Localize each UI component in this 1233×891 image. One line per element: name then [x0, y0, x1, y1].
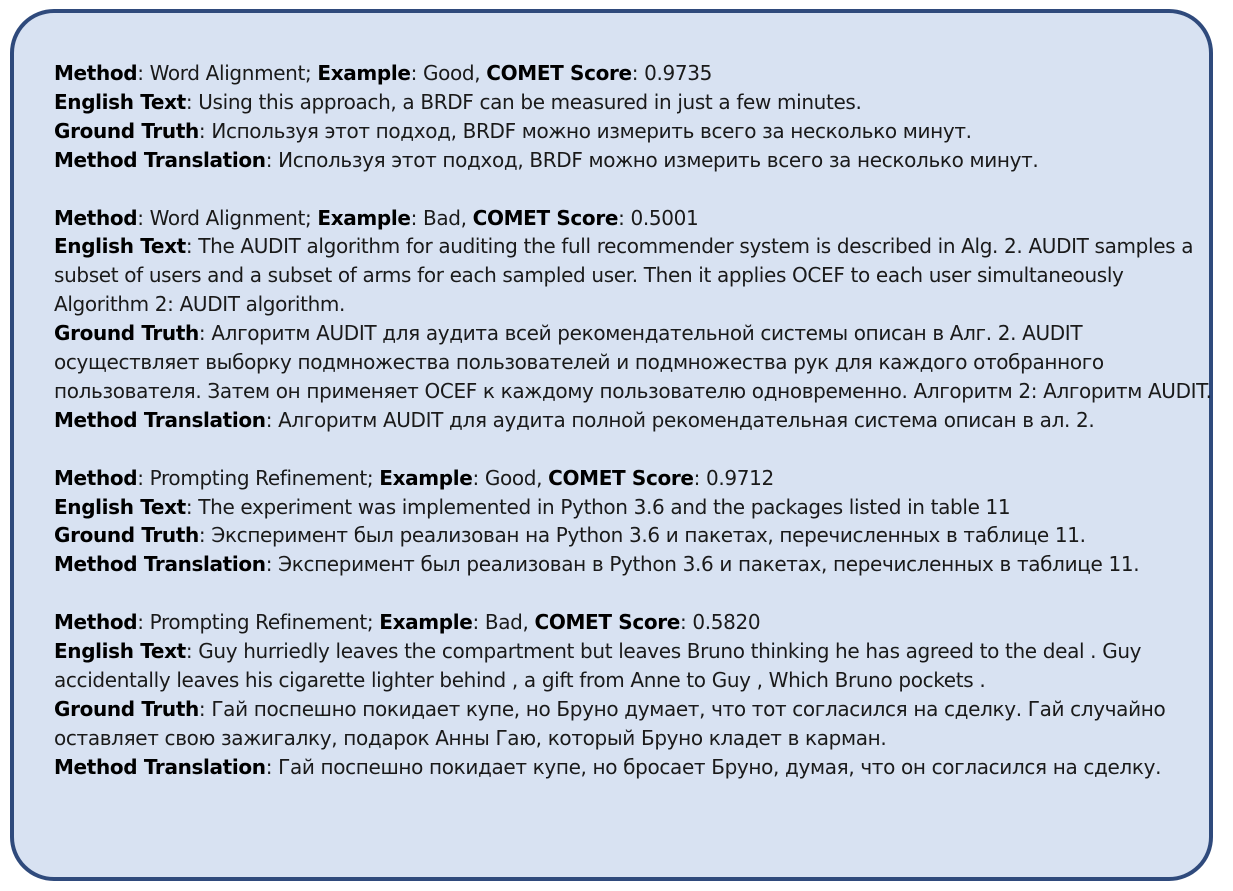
translation-label: Method Translation [54, 754, 266, 779]
ground-truth-label: Ground Truth [54, 118, 199, 143]
ground-truth-text: Используя этот подход, BRDF можно измерить всего за несколько минут. [211, 118, 972, 143]
example-header: Method: Prompting Refinement; Example: Good, COMET Score: 0.9712 [54, 465, 774, 490]
ground-truth-line: Ground Truth: Используя этот подход, BRDF можно измерить всего за несколько минут. [54, 118, 972, 143]
examples-content [54, 59, 1214, 782]
comet-value: 0.9712 [706, 465, 774, 490]
comet-label: COMET Score [486, 61, 632, 85]
comet-value: 0.9735 [644, 61, 713, 85]
example-header: Method: Word Alignment; Example: Bad, COMET Score: 0.5001 [54, 205, 699, 230]
example-value: Good [484, 465, 537, 490]
translation-label: Method Translation [54, 552, 266, 577]
english-text: The experiment was implemented in Python 3.6 and the packages listed in table 11 [198, 494, 1011, 519]
examples-panel [10, 9, 1213, 881]
comet-value: 0.5001 [630, 205, 699, 230]
example-block [54, 464, 1214, 580]
translation-label: Method Translation [54, 147, 266, 172]
translation-text: Используя этот подход, BRDF можно измерить всего за несколько минут. [278, 147, 1039, 172]
ground-truth-line: Ground Truth: Алгоритм AUDIT для аудита всей рекомендательной системы описан в Алг. 2. AUDIT осуществляет выборку подмножества пользователей и подмножества рук для каждого отобранного пользователя. Затем он применяет OCEF к каждому пользователю одновременно. Алгоритм 2: Алгоритм AUDIT. [54, 321, 1212, 403]
ground-truth-line: Ground Truth: Эксперимент был реализован на Python 3.6 и пакетах, перечисленных в таблице 11. [54, 523, 1086, 548]
ground-truth-line: Ground Truth: Гай поспешно покидает купе, но Бруно думает, что тот согласился на сделку. Гай случайно оставляет свою зажигалку, подарок Анны Гаю, который Бруно кладет в карман. [54, 696, 1166, 750]
ground-truth-label: Ground Truth [54, 321, 199, 346]
example-header: Method: Word Alignment; Example: Good, COMET Score: 0.9735 [54, 61, 713, 85]
translation-text: Эксперимент был реализован в Python 3.6 и пакетах, перечисленных в таблице 11. [278, 552, 1140, 577]
comet-value: 0.5820 [692, 610, 761, 635]
example-label: Example [379, 465, 473, 490]
comet-label: COMET Score [534, 610, 680, 635]
example-label: Example [317, 61, 411, 85]
example-header: Method: Prompting Refinement; Example: Bad, COMET Score: 0.5820 [54, 610, 761, 635]
method-value: Word Alignment [149, 205, 305, 230]
method-translation-line: Method Translation: Эксперимент был реализован в Python 3.6 и пакетах, перечисленных в таблице 11. [54, 552, 1140, 577]
translation-text: Алгоритм AUDIT для аудита полной рекомендательная система описан в ал. 2. [278, 407, 1095, 432]
english-text-line: English Text: The AUDIT algorithm for auditing the full recommender system is described in Alg. 2. AUDIT samples a subset of users and a subset of arms for each sampled user. Then it applies OCEF to each user simultaneously Algorithm 2: AUDIT algorithm. [54, 234, 1194, 317]
english-text: Using this approach, a BRDF can be measured in just a few minutes. [198, 89, 862, 114]
english-text-line: English Text: Guy hurriedly leaves the compartment but leaves Bruno thinking he has agreed to the deal . Guy accidentally leaves his cigarette lighter behind , a gift from Anne to Guy , Which Bruno pockets . [54, 639, 1142, 692]
english-label: English Text [54, 494, 186, 519]
method-label: Method [54, 465, 138, 490]
ground-truth-label: Ground Truth [54, 696, 199, 721]
method-label: Method [54, 610, 138, 635]
english-text-line: English Text: Using this approach, a BRDF can be measured in just a few minutes. [54, 89, 862, 114]
example-label: Example [379, 610, 473, 635]
example-value: Good [422, 61, 475, 85]
method-value: Prompting Refinement [149, 465, 367, 490]
comet-label: COMET Score [472, 205, 619, 230]
ground-truth-label: Ground Truth [54, 523, 199, 548]
example-label: Example [317, 205, 411, 230]
method-label: Method [54, 61, 138, 85]
english-text-line: English Text: The experiment was implemented in Python 3.6 and the packages listed in table 11 [54, 494, 1011, 519]
method-value: Word Alignment [149, 61, 305, 85]
english-text: The AUDIT algorithm for auditing the full recommender system is described in Alg. 2. AUDIT samples a subset of users and a subset of arms for each sampled user. Then it applies OCEF to each user simultaneously Algorithm 2: AUDIT algorithm. [54, 234, 1194, 317]
example-block [54, 59, 1214, 175]
english-label: English Text [54, 234, 186, 259]
translation-text: Гай поспешно покидает купе, но бросает Бруно, думая, что он согласился на сделку. [278, 754, 1162, 779]
translation-label: Method Translation [54, 407, 266, 432]
english-text: Guy hurriedly leaves the compartment but leaves Bruno thinking he has agreed to the deal . Guy accidentally leaves his cigarette lighter behind , a gift from Anne to Guy , Which Bruno pockets . [54, 639, 1142, 692]
comet-label: COMET Score [548, 465, 694, 490]
ground-truth-text: Гай поспешно покидает купе, но Бруно думает, что тот согласился на сделку. Гай случайно оставляет свою зажигалку, подарок Анны Гаю, который Бруно кладет в карман. [54, 696, 1166, 750]
method-translation-line: Method Translation: Алгоритм AUDIT для аудита полной рекомендательная система описан в ал. 2. [54, 407, 1095, 432]
example-value: Bad [484, 610, 523, 635]
method-translation-line: Method Translation: Гай поспешно покидает купе, но бросает Бруно, думая, что он согласился на сделку. [54, 754, 1162, 779]
method-label: Method [54, 205, 138, 230]
method-value: Prompting Refinement [149, 610, 367, 635]
example-block [54, 608, 1214, 781]
method-translation-line: Method Translation: Используя этот подход, BRDF можно измерить всего за несколько минут. [54, 147, 1039, 172]
english-label: English Text [54, 639, 186, 664]
example-value: Bad [422, 205, 461, 230]
english-label: English Text [54, 89, 186, 114]
ground-truth-text: Алгоритм AUDIT для аудита всей рекомендательной системы описан в Алг. 2. AUDIT осуществляет выборку подмножества пользователей и подмножества рук для каждого отобранного пользователя. Затем он применяет OCEF к каждому пользователю одновременно. Алгоритм 2: Алгоритм AUDIT. [54, 321, 1212, 403]
ground-truth-text: Эксперимент был реализован на Python 3.6 и пакетах, перечисленных в таблице 11. [211, 523, 1086, 548]
example-block [54, 204, 1214, 435]
